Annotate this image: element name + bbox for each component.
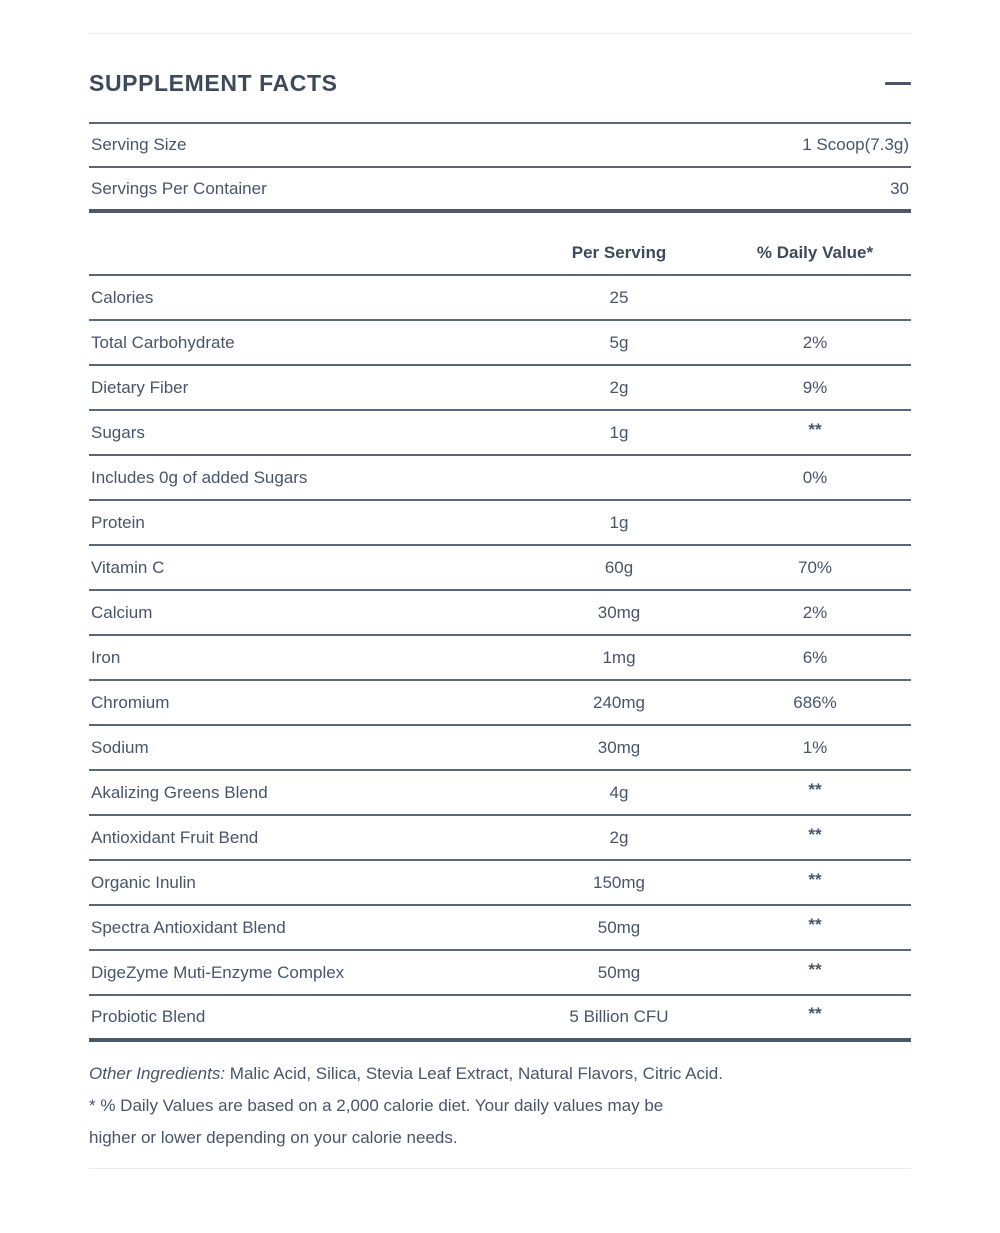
nutrient-daily-value: 686% [719,680,911,725]
nutrient-name: Antioxidant Fruit Bend [89,815,519,860]
nutrient-name: Protein [89,500,519,545]
nutrient-name: Includes 0g of added Sugars [89,455,519,500]
nutrient-daily-value: ** [808,779,822,799]
nutrient-per-serving: 50mg [519,905,719,950]
nutrient-per-serving: 5 Billion CFU [519,995,719,1040]
spacer-row [89,211,911,237]
nutrient-name: DigeZyme Muti-Enzyme Complex [89,950,519,995]
supplement-facts-table [89,122,911,1042]
table-row [89,123,911,167]
table-row [89,770,911,815]
table-row [89,725,911,770]
table-row [89,275,911,320]
nutrient-name: Iron [89,635,519,680]
nutrient-name: Akalizing Greens Blend [89,770,519,815]
nutrient-name: Dietary Fiber [89,365,519,410]
supplement-facts-panel [0,33,1000,1169]
table-row [89,635,911,680]
nutrient-daily-value: 0% [719,455,911,500]
minus-icon [885,82,911,85]
nutrient-daily-value: ** [808,869,822,889]
column-header-per-serving: Per Serving [571,242,667,262]
daily-value-note-line-1: * % Daily Values are based on a 2,000 calorie diet. Your daily values may be [89,1096,664,1115]
nutrient-name: Sugars [89,410,519,455]
nutrient-daily-value: 2% [719,590,911,635]
nutrient-daily-value [719,500,911,545]
serving-info-body [89,123,911,1040]
table-row [89,950,911,995]
nutrient-per-serving [519,455,719,500]
nutrient-per-serving: 60g [519,545,719,590]
table-row [89,320,911,365]
nutrient-per-serving: 1mg [519,635,719,680]
nutrient-daily-value: ** [808,959,822,979]
page-title: SUPPLEMENT FACTS [89,69,338,96]
table-row [89,167,911,211]
table-row [89,500,911,545]
other-ingredients-value: Malic Acid, Silica, Stevia Leaf Extract, Natural Flavors, Citric Acid. [225,1064,723,1083]
nutrient-per-serving: 150mg [519,860,719,905]
nutrient-daily-value: 6% [719,635,911,680]
nutrient-per-serving: 240mg [519,680,719,725]
table-row [89,590,911,635]
nutrient-daily-value: ** [808,1004,822,1023]
nutrient-name: Calcium [89,590,519,635]
other-ingredients-line [89,1058,911,1090]
nutrient-per-serving: 25 [519,275,719,320]
nutrient-name: Probiotic Blend [89,995,519,1040]
daily-value-note-line-2: higher or lower depending on your calorie needs. [89,1128,458,1147]
table-row [89,410,911,455]
nutrient-daily-value: 9% [719,365,911,410]
table-row [89,860,911,905]
table-row [89,545,911,590]
nutrient-daily-value: 1% [719,725,911,770]
table-header-row [89,237,911,275]
nutrient-name: Spectra Antioxidant Blend [89,905,519,950]
nutrient-name: Chromium [89,680,519,725]
collapse-toggle-button[interactable] [877,66,911,100]
servings-per-container-label: Servings Per Container [89,167,519,211]
footer-notes [89,1058,911,1154]
nutrient-name: Total Carbohydrate [89,320,519,365]
nutrient-per-serving: 30mg [519,590,719,635]
nutrient-name: Sodium [89,725,519,770]
table-row [89,995,911,1040]
nutrient-per-serving: 50mg [519,950,719,995]
nutrient-daily-value [719,275,911,320]
top-divider [89,33,911,34]
table-row [89,455,911,500]
nutrient-per-serving: 1g [519,410,719,455]
nutrient-per-serving: 2g [519,815,719,860]
nutrient-name: Organic Inulin [89,860,519,905]
bottom-divider [89,1168,911,1169]
nutrient-per-serving: 2g [519,365,719,410]
serving-size-value: 1 Scoop(7.3g) [519,123,911,167]
table-row [89,680,911,725]
table-row [89,815,911,860]
table-row [89,365,911,410]
section-header [89,52,911,114]
nutrient-daily-value: ** [808,914,822,934]
nutrient-name: Calories [89,275,519,320]
nutrient-daily-value: 70% [719,545,911,590]
nutrient-per-serving: 1g [519,500,719,545]
nutrient-daily-value: 2% [719,320,911,365]
column-header-name [89,237,519,275]
table-row [89,905,911,950]
nutrient-per-serving: 4g [519,770,719,815]
nutrient-per-serving: 30mg [519,725,719,770]
nutrient-daily-value: ** [808,419,822,439]
servings-per-container-value: 30 [519,167,911,211]
serving-size-label: Serving Size [89,123,519,167]
nutrient-name: Vitamin C [89,545,519,590]
nutrient-daily-value: ** [808,824,822,844]
nutrient-per-serving: 5g [519,320,719,365]
other-ingredients-label: Other Ingredients: [89,1064,226,1083]
column-header-daily-value: % Daily Value* [756,242,874,262]
